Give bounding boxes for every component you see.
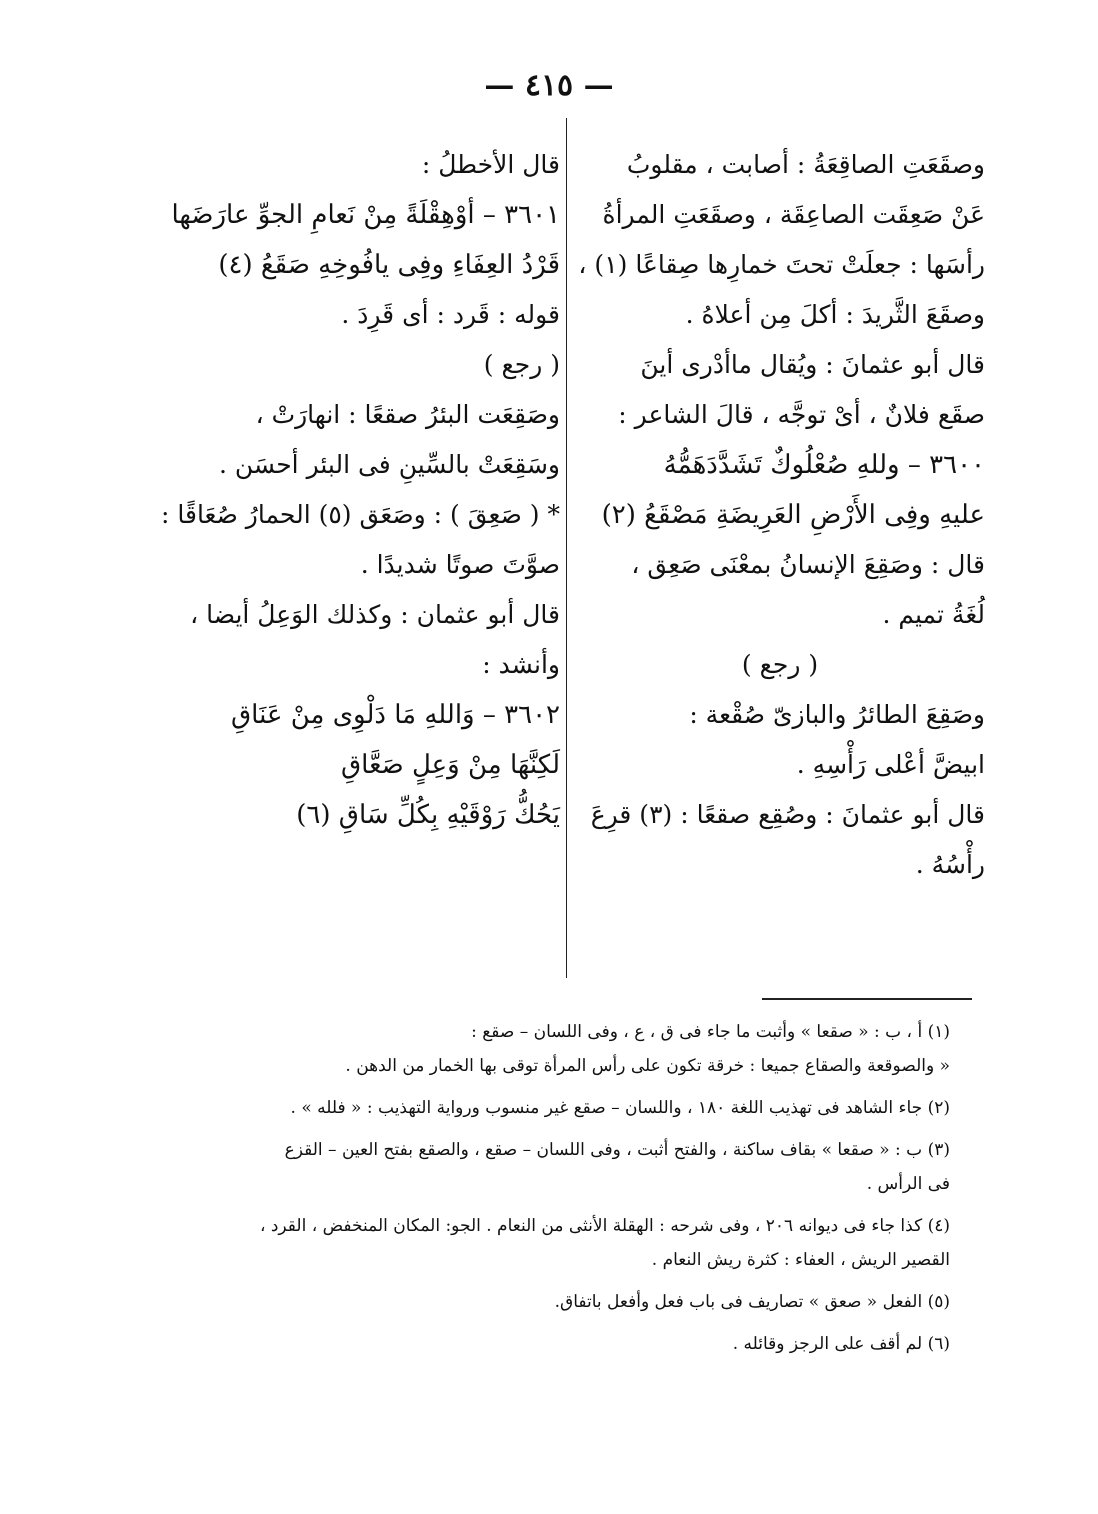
footnote-line: (٢) جاء الشاهد فى تهذيب اللغة ١٨٠ ، واللسان – صقع غير منسوب ورواية التهذيب : « فلله » . (290, 1098, 950, 1118)
footnotes (160, 1015, 950, 1369)
text-line: وصَقِعَت البئرُ صقعًا : انهارَتْ ، (255, 400, 560, 429)
text-line: صقَع فلانٌ ، أىْ توجَّه ، قالَ الشاعر : (618, 400, 985, 429)
footnote-line: (٦) لم أقف على الرجز وقائله . (732, 1334, 950, 1354)
verse-line: قَرْدُ العِفَاءِ وفِى يافُوخِهِ صَقَعُ (٤) (218, 250, 560, 280)
column-divider (566, 118, 567, 978)
footnote-line: (١) أ ، ب : « صقعا » وأثبت ما جاء فى ق ، ع ، وفى اللسان – صقع : (471, 1022, 950, 1042)
section-heading: ( رجع ) (483, 350, 560, 379)
text-line: رأْسُهُ . (915, 850, 985, 879)
footnote (160, 1285, 950, 1319)
verse-line: ٣٦٠٢ – وَاللهِ مَا دَلْوِى مِنْ عَنَاقِ (231, 700, 560, 730)
text-line: لُغَةُ تميم . (882, 600, 985, 629)
footnote-line: فى الرأس . (866, 1174, 950, 1194)
text-line: قوله : قَرد : أى قَرِدَ . (341, 300, 560, 329)
footnote (160, 1209, 950, 1277)
footnote (160, 1327, 950, 1361)
text-line: عَنْ صَعِقَت الصاعِقَة ، وصقَعَتِ المرأةُ (602, 200, 985, 229)
footnote (160, 1091, 950, 1125)
footnote-rule (762, 998, 972, 1000)
footnote-line: « والصوقعة والصقاع جميعا : خرقة تكون على رأس المرأة توقى بها الخمار من الدهن . (345, 1056, 950, 1076)
section-heading: ( رجع ) (741, 650, 819, 679)
text-line: قال أبو عثمانَ : وصُقِع صقعًا : (٣) قرِعَ (590, 800, 985, 829)
text-line: قال أبو عثمان : وكذلك الوَعِلُ أيضا ، (190, 600, 560, 629)
footnote-line: (٥) الفعل « صعق » تصاريف فى باب فعل وأفعل باتفاق. (554, 1292, 950, 1312)
footnote (160, 1133, 950, 1201)
verse-line: يَحُكُّ رَوْقَيْهِ بِكُلِّ سَاقِ (٦) (296, 800, 560, 830)
text-line: وصقَعَ الثَّريدَ : أكلَ مِن أعلاهُ . (685, 300, 985, 329)
verse-line: لَكِنَّهَا مِنْ وَعِلٍ صَعَّاقِ (340, 750, 560, 780)
text-line: ابيضَّ أعْلى رَأْسِهِ . (796, 750, 985, 779)
footnote (160, 1015, 950, 1083)
text-line: وصَقِعَ الطائرُ والبازىّ صُقْعة : (689, 700, 985, 729)
text-line: صوَّتَ صوتًا شديدًا . (360, 550, 560, 579)
page-number: — ٤١٥ — (484, 68, 614, 103)
verse-line: ٣٦٠٠ – وللهِ صُعْلُوكٌ تَشَدَّدَهَمُّهُ (663, 450, 985, 480)
text-line: رأسَها : جعلَتْ تحتَ خمارِها صِقاعًا (١) ، (578, 250, 985, 279)
text-line: قال الأخطلُ : (421, 150, 560, 179)
verse-line: ٣٦٠١ – أوْهِقْلَةً مِنْ نَعامِ الجوِّ عارَضَها (171, 200, 560, 230)
footnote-line: (٤) كذا جاء فى ديوانه ٢٠٦ ، وفى شرحه : الهقلة الأنثى من النعام . الجو: المكان المنخفض ، القرد ، (259, 1216, 950, 1236)
text-line: * ( صَعِقَ ) : وصَعَق (٥) الحمارُ صُعَاقًا : (161, 500, 560, 529)
footnote-line: القصير الريش ، العفاء : كثرة ريش النعام . (651, 1250, 950, 1270)
left-column (150, 140, 560, 840)
verse-line: عليهِ وفِى الأَرْضِ العَرِيضَةِ مَصْقَعُ (٢) (601, 500, 985, 530)
text-line: وسَقِعَتْ بالسِّينِ فى البئر أحسَن . (219, 450, 560, 479)
text-line: وصقَعَتِ الصاقِعَةُ : أصابت ، مقلوبُ (626, 150, 985, 179)
footnote-line: (٣) ب : « صقعا » بقاف ساكنة ، والفتح أثبت ، وفى اللسان – صقع ، والصقع بفتح العين – القزع (284, 1140, 950, 1160)
right-column (575, 140, 985, 890)
text-line: وأنشد : (482, 650, 560, 679)
text-line: قال أبو عثمانَ : ويُقال ماأدْرى أينَ (640, 350, 985, 379)
text-line: قال : وصَقِعَ الإنسانُ بمعْنَى صَعِق ، (631, 550, 985, 579)
